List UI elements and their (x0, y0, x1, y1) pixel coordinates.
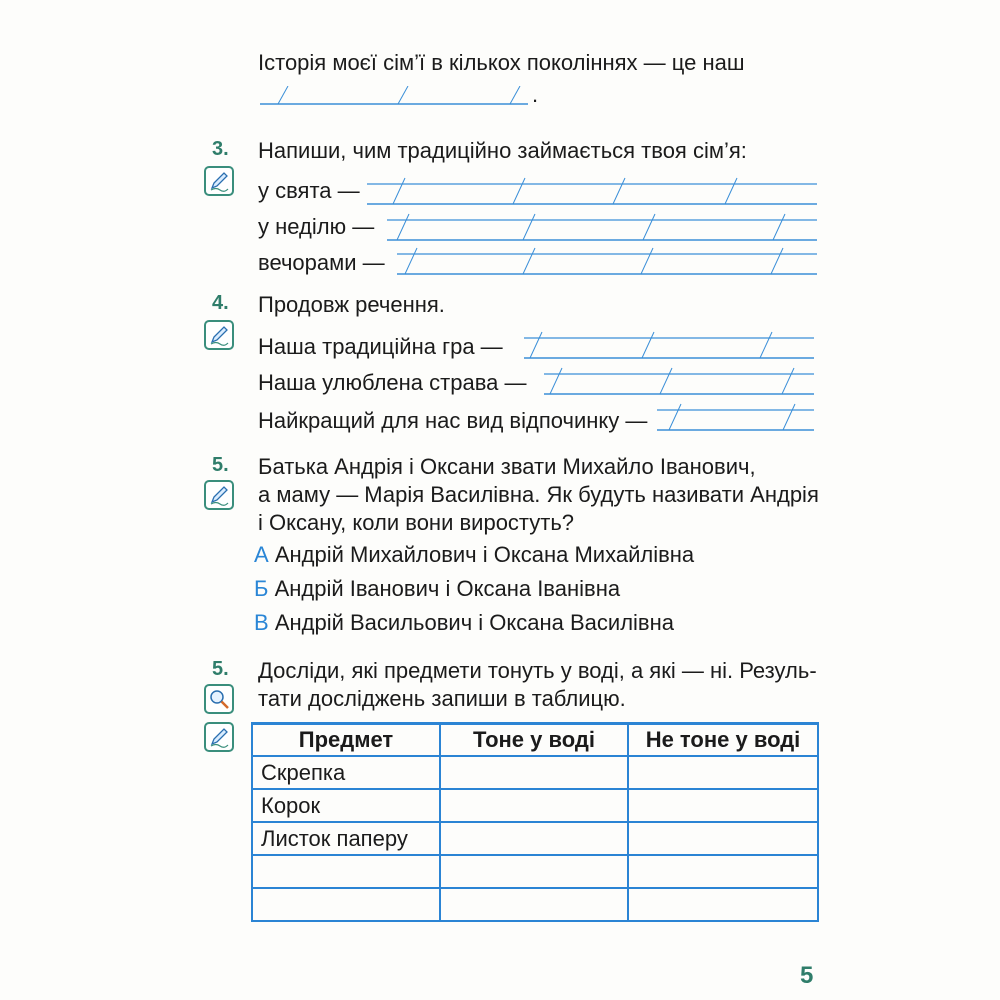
table-cell-input[interactable] (440, 855, 628, 888)
option-text: Андрій Іванович і Оксана Іванівна (274, 576, 621, 601)
task5b-instruction-line-1: Досліди, які предмети тонуть у воді, а які — ні. Резуль- (258, 658, 817, 683)
table-cell-input[interactable] (628, 756, 818, 789)
intro-writing-line[interactable] (258, 86, 538, 108)
task5a-option-b[interactable] (254, 576, 620, 602)
task3-pencil-icon-box (204, 166, 234, 196)
task4-label-dish: Наша улюблена страва — (258, 370, 527, 395)
task3-line-evenings-svg (395, 246, 820, 280)
option-text: Андрій Васильович і Оксана Василівна (274, 610, 674, 635)
pencil-icon (208, 324, 230, 346)
table-cell-input[interactable] (440, 888, 628, 921)
table-cell: Скрепка (252, 756, 440, 789)
task5a-option-c[interactable] (254, 610, 674, 636)
task4-prompt: Продовж речення. (258, 292, 445, 317)
option-letter: А (254, 542, 269, 567)
magnifier-icon (208, 688, 230, 710)
table-cell: Листок паперу (252, 822, 440, 855)
table-cell-input[interactable] (628, 822, 818, 855)
task4-pencil-icon-box (204, 320, 234, 350)
table-cell-input[interactable] (628, 855, 818, 888)
table-cell-input[interactable] (628, 888, 818, 921)
table-row (252, 888, 818, 921)
task4-label-game: Наша традиційна гра — (258, 334, 503, 359)
table-cell: Корок (252, 789, 440, 822)
task5a-question-line-2: а маму — Марія Василівна. Як будуть називати Андрія (258, 482, 819, 507)
table-cell-input[interactable] (252, 888, 440, 921)
task5a-option-a[interactable] (254, 542, 694, 568)
table-row (252, 789, 818, 822)
task3-label-evenings: вечорами — (258, 250, 385, 275)
task5a-number: 5. (212, 454, 229, 476)
pencil-icon (208, 726, 230, 748)
table-row (252, 822, 818, 855)
task5b-number: 5. (212, 658, 229, 680)
table-header-row (252, 724, 818, 757)
task4-number: 4. (212, 292, 229, 314)
intro-end-mark: . (532, 82, 539, 107)
table-cell-input[interactable] (628, 789, 818, 822)
task5b-instruction-line-2: тати досліджень запиши в таблицю. (258, 686, 626, 711)
task5a-question-line-3: і Оксану, коли вони виростуть? (258, 510, 575, 535)
intro-line-svg (258, 86, 538, 108)
pencil-icon (208, 484, 230, 506)
table-cell-input[interactable] (440, 756, 628, 789)
intro-text: Історія моєї сім’ї в кількох поколіннях — це наш (258, 50, 745, 75)
task4-line-game-svg (522, 330, 817, 364)
table-row (252, 855, 818, 888)
task4-line-rest-svg (655, 402, 817, 436)
task5b-magnifier-icon-box (204, 684, 234, 714)
task4-line-game[interactable] (522, 330, 817, 364)
results-table (251, 722, 819, 922)
table-row (252, 756, 818, 789)
task5a-question-line-1: Батька Андрія і Оксани звати Михайло Іванович, (258, 454, 756, 479)
task3-label-holidays: у свята — (258, 178, 360, 203)
table-cell-input[interactable] (440, 789, 628, 822)
task3-line-sunday[interactable] (385, 212, 820, 246)
task3-number: 3. (212, 138, 229, 160)
task3-line-holidays[interactable] (365, 176, 820, 210)
option-text: Андрій Михайлович і Оксана Михайлівна (274, 542, 695, 567)
table-header-cell: Тоне у воді (440, 724, 628, 757)
table-cell-input[interactable] (252, 855, 440, 888)
table-header-cell: Предмет (252, 724, 440, 757)
page-number: 5 (800, 962, 814, 989)
table-cell-input[interactable] (440, 822, 628, 855)
option-letter: В (254, 610, 269, 635)
task5a-pencil-icon-box (204, 480, 234, 510)
task5b-pencil-icon-box (204, 722, 234, 752)
task4-line-dish-svg (542, 366, 817, 400)
pencil-icon (208, 170, 230, 192)
task3-line-holidays-svg (365, 176, 820, 210)
task3-line-evenings[interactable] (395, 246, 820, 280)
task4-line-dish[interactable] (542, 366, 817, 400)
task3-line-sunday-svg (385, 212, 820, 246)
table-header-cell: Не тоне у воді (628, 724, 818, 757)
task3-label-sunday: у неділю — (258, 214, 375, 239)
option-letter: Б (254, 576, 269, 601)
task4-label-rest: Найкращий для нас вид відпочинку — (258, 408, 648, 433)
task3-prompt: Напиши, чим традиційно займається твоя сім’я: (258, 138, 747, 163)
task4-line-rest[interactable] (655, 402, 817, 436)
